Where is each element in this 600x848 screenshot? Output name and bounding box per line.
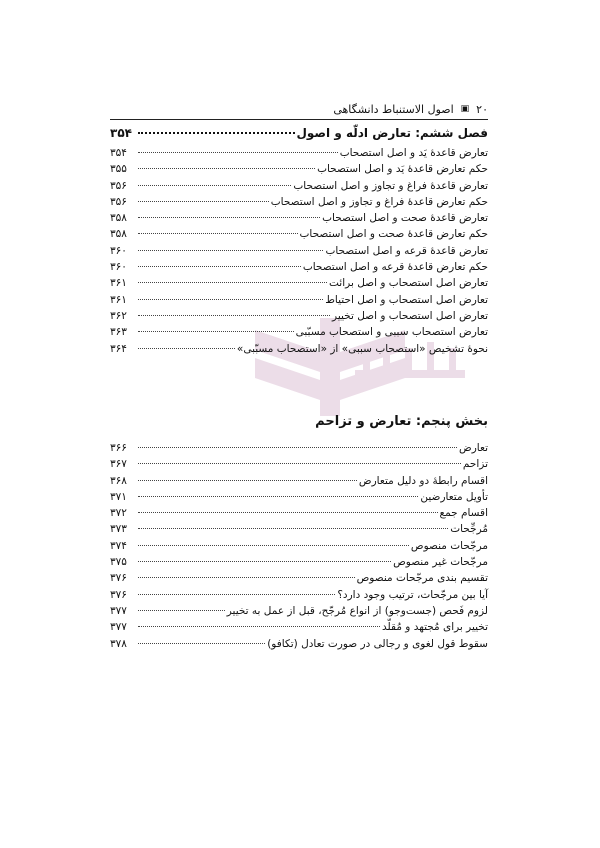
dot-leader xyxy=(138,643,265,644)
header-rule xyxy=(110,119,488,120)
dot-leader xyxy=(138,577,355,578)
dot-leader xyxy=(138,132,295,134)
dot-leader xyxy=(138,610,225,611)
entry-page: ۳۷۶ xyxy=(110,572,127,585)
entry-title: تقسیم بندی مرجّحات منصوص xyxy=(356,572,488,585)
entry-title: تعارض اصل استصحاب و اصل برائت xyxy=(329,277,488,290)
dot-leader xyxy=(138,545,409,546)
toc-entry[interactable] xyxy=(110,226,488,242)
entry-page: ۳۶۶ xyxy=(110,442,127,454)
dot-leader xyxy=(138,168,315,169)
entry-page: ۳۶۴ xyxy=(110,342,127,355)
section-toc xyxy=(110,440,488,652)
entry-title: حکم تعارض قاعدۀ صحت و اصل استصحاب xyxy=(299,228,488,241)
entry-title: تعارض قاعدۀ قرعه و اصل استصحاب xyxy=(325,244,488,257)
dot-leader xyxy=(138,299,323,300)
toc-entry[interactable] xyxy=(110,505,488,521)
entry-title: اقسام جمع xyxy=(439,507,488,520)
dot-leader xyxy=(138,561,391,562)
dot-leader xyxy=(138,250,323,251)
toc-entry[interactable] xyxy=(110,456,488,472)
toc-entry[interactable] xyxy=(110,308,488,324)
entry-page: ۳۷۶ xyxy=(110,588,127,601)
entry-title: تعارض استصحاب سببی و استصحاب مسبّبی xyxy=(295,326,488,339)
dot-leader xyxy=(138,315,330,316)
square-bullet-icon: ▣ xyxy=(460,104,470,114)
toc-entry[interactable] xyxy=(110,324,488,340)
entry-page: ۳۷۸ xyxy=(110,637,127,650)
entry-page: ۳۷۴ xyxy=(110,539,127,552)
toc-entry[interactable] xyxy=(110,603,488,619)
entry-title: آیا بین مرجّحات، ترتیب وجود دارد؟ xyxy=(337,588,488,601)
entry-page: ۳۶۰ xyxy=(110,261,127,274)
toc-entry[interactable] xyxy=(110,145,488,161)
entry-title: سقوط قول لغوی و رجالی در صورت تعادل (تکافو) xyxy=(267,637,488,650)
entry-page: ۳۵۸ xyxy=(110,212,127,225)
toc-entry[interactable] xyxy=(110,440,488,456)
dot-leader xyxy=(138,594,335,595)
dot-leader xyxy=(138,233,298,234)
chapter-toc xyxy=(110,125,488,357)
toc-entry[interactable] xyxy=(110,275,488,291)
dot-leader xyxy=(138,447,457,448)
dot-leader xyxy=(138,185,291,186)
entry-page: ۳۶۳ xyxy=(110,326,127,339)
toc-entry[interactable] xyxy=(110,178,488,194)
entry-page: ۳۶۱ xyxy=(110,277,127,290)
entry-page: ۳۶۸ xyxy=(110,474,127,487)
toc-entry[interactable] xyxy=(110,587,488,603)
dot-leader xyxy=(138,512,438,513)
entry-title: اقسام رابطۀ دو دلیل متعارض xyxy=(358,474,488,487)
entry-page: ۳۵۶ xyxy=(110,195,127,208)
entry-title: تعارض اصل استصحاب و اصل احتیاط xyxy=(325,293,488,306)
entry-page: ۳۷۵ xyxy=(110,556,127,569)
section-title: بخش پنجم: تعارض و تزاحم xyxy=(315,414,488,429)
entry-title: تعارض اصل استصحاب و اصل تخییر xyxy=(332,309,488,322)
toc-entry[interactable] xyxy=(110,538,488,554)
chapter-title: فصل ششم: تعارض ادلّه و اصول xyxy=(296,126,488,140)
entry-page: ۳۵۵ xyxy=(110,163,127,176)
entry-page: ۳۶۲ xyxy=(110,309,127,322)
entry-title: مُرجِّحات xyxy=(450,523,488,536)
toc-entry[interactable] xyxy=(110,210,488,226)
entry-page: ۳۷۷ xyxy=(110,621,127,634)
dot-leader xyxy=(138,480,357,481)
chapter-heading[interactable] xyxy=(110,125,488,145)
entry-page: ۳۶۷ xyxy=(110,458,127,471)
page-number: ۲۰ xyxy=(476,102,488,116)
entry-title: حکم تعارض قاعدۀ یَد و اصل استصحاب xyxy=(317,163,488,176)
dot-leader xyxy=(138,217,320,218)
entry-title: تأویل متعارضین xyxy=(420,490,488,503)
toc-entry[interactable] xyxy=(110,521,488,537)
entry-page: ۳۶۰ xyxy=(110,244,127,257)
book-title: اصول الاستنباط دانشگاهی xyxy=(333,102,454,116)
entry-page: ۳۷۲ xyxy=(110,507,127,520)
entry-title: مرجّحات منصوص xyxy=(410,539,488,552)
entry-page: ۳۵۴ xyxy=(110,147,127,159)
entry-page: ۳۷۳ xyxy=(110,523,127,536)
toc-entry[interactable] xyxy=(110,243,488,259)
entry-page: ۳۵۸ xyxy=(110,228,127,241)
toc-entry[interactable] xyxy=(110,473,488,489)
dot-leader xyxy=(138,528,448,529)
dot-leader xyxy=(138,201,269,202)
toc-entry[interactable] xyxy=(110,636,488,652)
entry-title: لزوم فَحص (جست‌وجو) از انواع مُرجّح، قبل از عمل به تخییر xyxy=(226,604,488,617)
entry-title: حکم تعارض قاعدۀ فراغ و تجاوز و اصل استصحاب xyxy=(270,195,488,208)
entry-title: تعارض قاعدۀ یَد و اصل استصحاب xyxy=(339,147,488,159)
toc-entry[interactable] xyxy=(110,292,488,308)
dot-leader xyxy=(138,266,301,267)
dot-leader xyxy=(138,282,327,283)
toc-entry[interactable] xyxy=(110,259,488,275)
entry-page: ۳۵۶ xyxy=(110,179,127,192)
entry-title: تخییر برای مُجتهد و مُقلّد xyxy=(382,621,488,634)
entry-page: ۳۷۱ xyxy=(110,490,127,503)
dot-leader xyxy=(138,496,418,497)
entry-title: تعارض xyxy=(459,442,488,454)
toc-entry[interactable] xyxy=(110,554,488,570)
toc-entry[interactable] xyxy=(110,194,488,210)
toc-entry[interactable] xyxy=(110,489,488,505)
toc-entry[interactable] xyxy=(110,341,488,357)
entry-title: تزاحم xyxy=(462,458,488,471)
toc-entry[interactable] xyxy=(110,619,488,635)
dot-leader xyxy=(138,331,294,332)
entry-title: نحوۀ تشخیص «استصحاب سببی» از «استصحاب مسبّبی» xyxy=(236,342,488,355)
entry-title: حکم تعارض قاعدۀ قرعه و اصل استصحاب xyxy=(302,261,488,274)
entry-page: ۳۶۱ xyxy=(110,293,127,306)
entry-page: ۳۷۷ xyxy=(110,604,127,617)
entry-title: تعارض قاعدۀ فراغ و تجاوز و اصل استصحاب xyxy=(293,179,488,192)
dot-leader xyxy=(138,152,338,153)
toc-entry[interactable] xyxy=(110,570,488,586)
chapter-page: ۳۵۴ xyxy=(110,126,132,140)
dot-leader xyxy=(138,626,380,627)
dot-leader xyxy=(138,348,235,349)
toc-entry[interactable] xyxy=(110,161,488,177)
entry-title: تعارض قاعدۀ صحت و اصل استصحاب xyxy=(322,212,488,225)
running-header xyxy=(110,100,488,118)
entry-title: مرجّحات غیر منصوص xyxy=(393,556,488,569)
dot-leader xyxy=(138,463,461,464)
